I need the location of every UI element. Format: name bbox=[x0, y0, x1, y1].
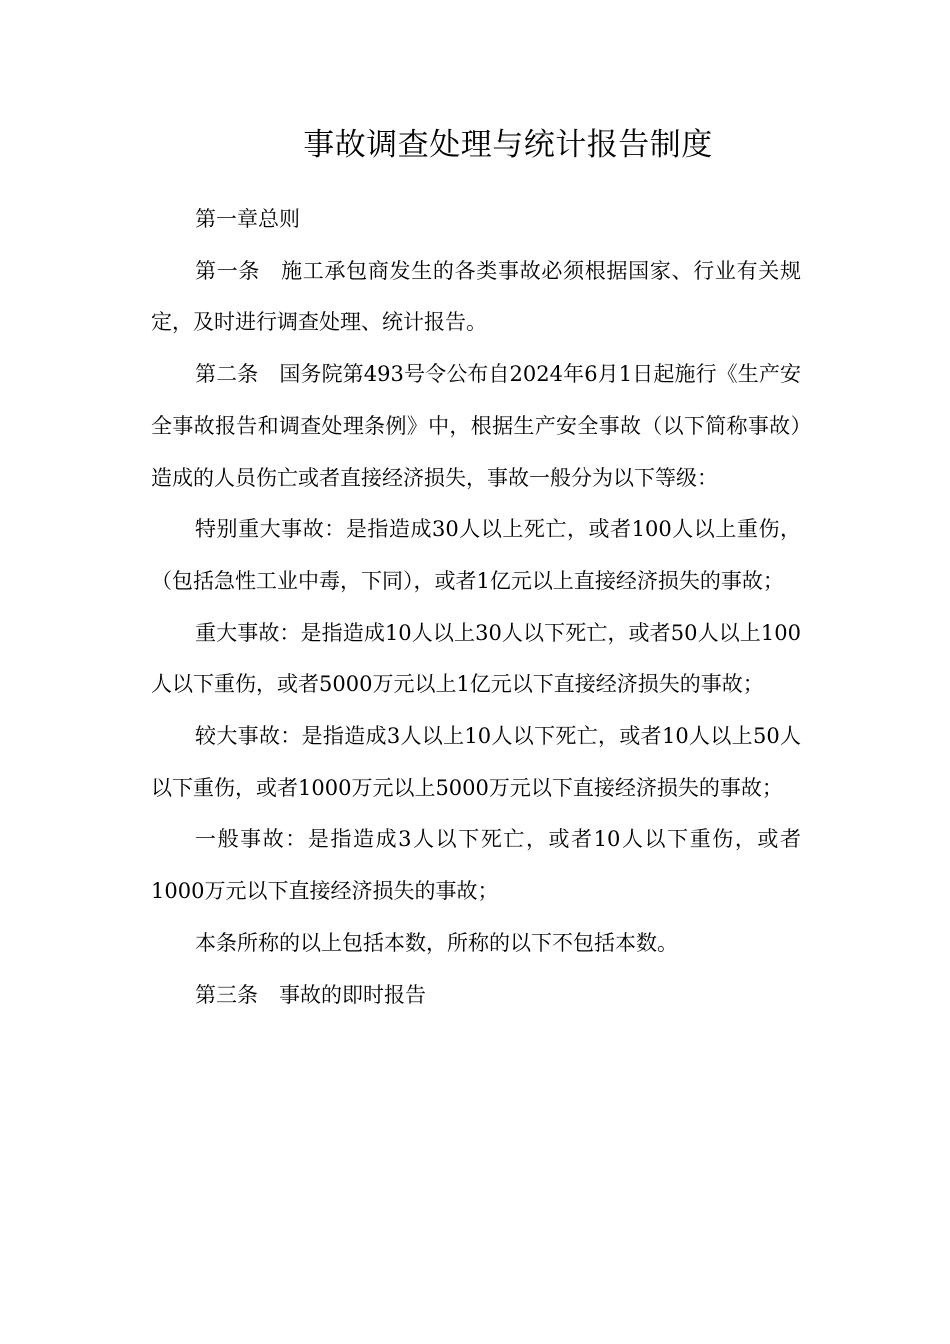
article-1-label: 第一条 bbox=[195, 258, 261, 283]
article-3-text: 事故的即时报告 bbox=[279, 982, 426, 1007]
grade-especially-major: 特别重大事故：是指造成30人以上死亡，或者100人以上重伤，（包括急性工业中毒，下同），或者1亿元以上直接经济损失的事故； bbox=[151, 517, 801, 593]
article-2-label: 第二条 bbox=[195, 362, 259, 387]
grade-relatively-major: 较大事故：是指造成3人以上10人以下死亡，或者10人以上50人以下重伤，或者1000万元以上5000万元以下直接经济损失的事故； bbox=[151, 724, 801, 800]
chapter-heading: 第一章总则 bbox=[195, 207, 300, 231]
document-title: 事故调查处理与统计报告制度 bbox=[303, 127, 713, 163]
document-body bbox=[151, 194, 801, 1021]
article-1-text: 施工承包商发生的各类事故必须根据国家、行业有关规定，及时进行调查处理、统计报告。 bbox=[151, 258, 801, 335]
article-2 bbox=[151, 349, 801, 504]
article-3 bbox=[151, 970, 801, 1022]
article-3-label: 第三条 bbox=[195, 982, 258, 1007]
article-1 bbox=[151, 246, 801, 349]
article-2-text: 国务院第493号令公布自2024年6月1日起施行《生产安全事故报告和调查处理条例》中，根据生产安全事故（以下简称事故）造成的人员伤亡或者直接经济损失，事故一般分为以下等级： bbox=[151, 362, 802, 490]
grade-general: 一般事故：是指造成3人以下死亡，或者10人以下重伤，或者1000万元以下直接经济损失的事故； bbox=[151, 827, 801, 904]
scope-note: 本条所称的以上包括本数，所称的以下不包括本数。 bbox=[195, 930, 678, 955]
grade-major: 重大事故：是指造成10人以上30人以下死亡，或者50人以上100人以下重伤，或者5000万元以上1亿元以下直接经济损失的事故； bbox=[151, 620, 801, 697]
